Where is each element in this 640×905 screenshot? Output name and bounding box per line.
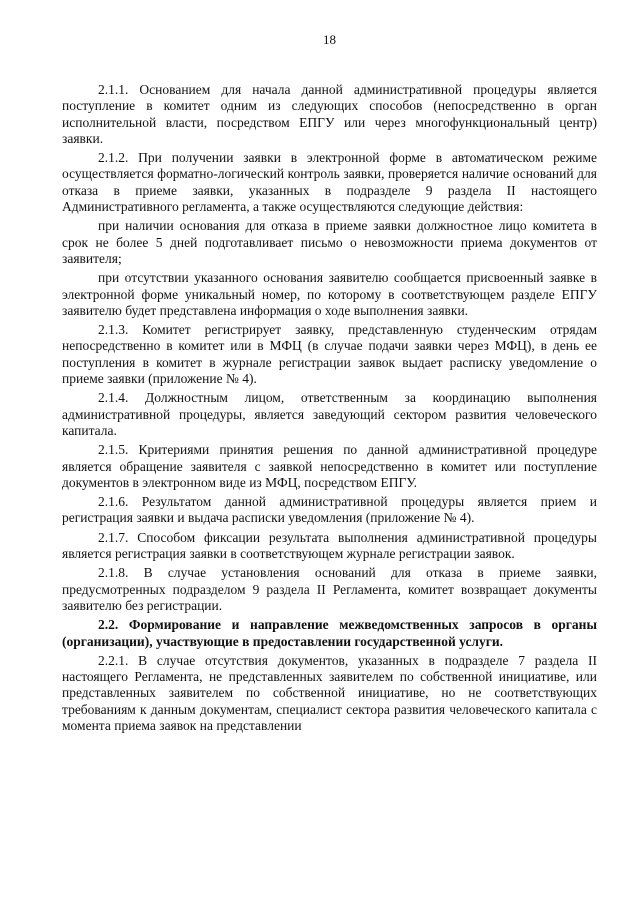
paragraph-2-1-1: 2.1.1. Основанием для начала данной административной процедуры является поступление в комитет одним из следующих способов (непосредственно в орган исполнительной власти, посредством ЕПГУ или через многофункциональный центр) заявки.: [62, 82, 597, 146]
page-number: 18: [323, 32, 336, 47]
paragraph-no-refusal-case: при отсутствии указанного основания заявителю сообщается присвоенный заявке в электронной форме уникальный номер, по которому в соответствующем разделе ЕПГУ заявителю будет представлена информация о ходе выполнения заявки.: [62, 270, 597, 318]
paragraph-refusal-case: при наличии основания для отказа в приеме заявки должностное лицо комитета в срок не более 5 дней подготавливает письмо о невозможности приема документов от заявителя;: [62, 218, 597, 266]
paragraph-2-1-2: 2.1.2. При получении заявки в электронной форме в автоматическом режиме осуществляется форматно-логический контроль заявки, проверяется наличие оснований для отказа в приеме заявки, указанных в подразделе 9 раздела II настоящего Административного регламента, а также осуществляются следующие действия:: [62, 150, 597, 215]
paragraph-2-1-4: 2.1.4. Должностным лицом, ответственным за координацию выполнения административной процедуры, является заведующий сектором развития человеческого капитала.: [62, 390, 597, 438]
section-heading-2-2: 2.2. Формирование и направление межведомственных запросов в органы (организации), участвующие в предоставлении государственной услуги.: [62, 617, 597, 649]
paragraph-2-2-1: 2.2.1. В случае отсутствия документов, указанных в подразделе 7 раздела II настоящего Регламента, не представленных заявителем по собственной инициативе, или представленных заявителем по собственной инициативе, но не соответствующих требованиям к данным документам, специалист сектора развития человеческого капитала с момента приема заявок на представлении: [62, 652, 597, 733]
paragraph-2-1-6: 2.1.6. Результатом данной административной процедуры является прием и регистрация заявки и выдача расписки уведомления (приложение № 4).: [62, 494, 597, 526]
document-body: [62, 82, 597, 734]
paragraph-2-1-7: 2.1.7. Способом фиксации результата выполнения административной процедуры является регистрация заявки в соответствующем журнале регистрации заявок.: [62, 529, 597, 562]
paragraph-2-1-3: 2.1.3. Комитет регистрирует заявку, представленную студенческим отрядам непосредственно в комитет или в МФЦ (в случае подачи заявки через МФЦ), в день ее поступления в комитет в журнале регистрации заявок выдает расписку уведомление о приеме заявки (приложение № 4).: [62, 322, 597, 387]
paragraph-2-1-5: 2.1.5. Критериями принятия решения по данной административной процедуре является обращение заявителя с заявкой непосредственно в комитет или поступление документов в электронном виде из МФЦ, посредством ЕПГУ.: [62, 442, 597, 490]
paragraph-2-1-8: 2.1.8. В случае установления оснований для отказа в приеме заявки, предусмотренных подразделом 9 раздела II Регламента, комитет возвращает документы заявителю без регистрации.: [62, 565, 597, 613]
